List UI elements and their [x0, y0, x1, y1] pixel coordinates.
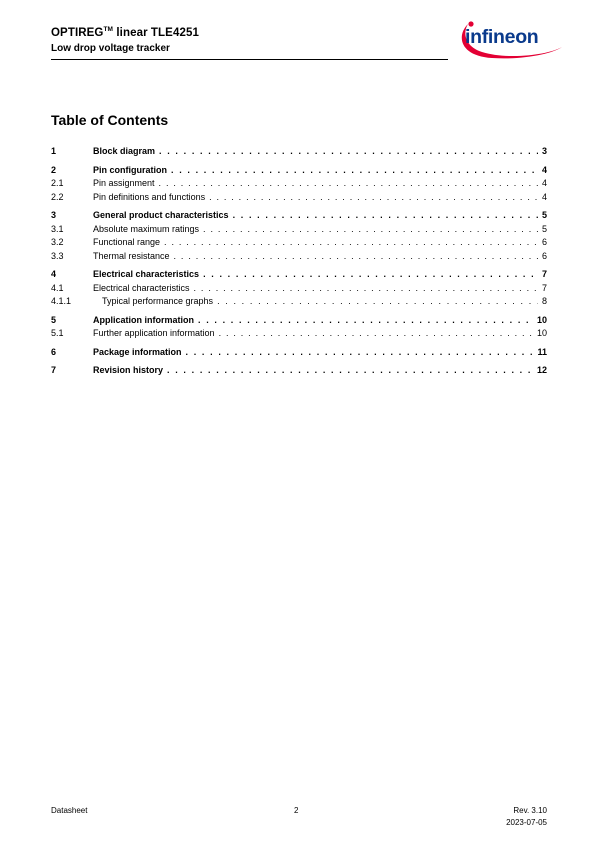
toc-entry[interactable]	[51, 282, 547, 294]
toc-entry[interactable]	[51, 268, 547, 280]
toc-entry-title[interactable]: Pin configuration	[93, 164, 167, 175]
toc-entry-title[interactable]: Thermal resistance	[93, 250, 170, 261]
toc-leader-dots	[167, 364, 533, 376]
toc-entry-title[interactable]: Application information	[93, 314, 194, 325]
toc-leader-dots	[203, 223, 538, 235]
toc-entry-number: 5.1	[51, 328, 64, 338]
toc-entry[interactable]	[51, 250, 547, 262]
toc-leader-dots	[194, 282, 538, 294]
toc-entry-title[interactable]: Block diagram	[93, 146, 156, 156]
toc-entry-title[interactable]: Electrical characteristics	[93, 269, 200, 279]
toc-leader-dots	[159, 177, 538, 189]
toc-entry-title[interactable]: Absolute maximum ratings	[93, 223, 200, 234]
toc-leader-dots	[159, 145, 538, 157]
toc-entry-number: 2.2	[51, 191, 64, 202]
toc-entry[interactable]	[51, 209, 547, 221]
toc-entry-title[interactable]: Electrical characteristics	[93, 282, 190, 293]
toc-entry[interactable]	[51, 236, 547, 248]
toc-entry-page[interactable]: 5	[541, 223, 547, 234]
toc-leader-dots	[219, 327, 533, 339]
toc-entry-title[interactable]: Pin definitions and functions	[93, 191, 206, 202]
toc-entry[interactable]	[51, 364, 547, 376]
document-title: OPTIREG™ linear TLE4251	[51, 26, 199, 39]
toc-entry-page[interactable]: 8	[541, 296, 547, 306]
toc-entry-page[interactable]: 6	[541, 250, 547, 261]
toc-entry-page[interactable]: 11	[537, 346, 547, 357]
toc-entry-page[interactable]: 7	[541, 269, 547, 279]
toc-entry-title[interactable]: Pin assignment	[93, 178, 155, 188]
footer-revision: Rev. 3.10	[513, 806, 547, 815]
toc-entry[interactable]	[51, 295, 547, 307]
toc-entry-number: 3.2	[51, 237, 64, 247]
toc-entry-title[interactable]: Revision history	[93, 365, 164, 375]
toc-leader-dots	[198, 314, 533, 326]
toc-entry-number: 5	[51, 314, 57, 325]
toc-entry[interactable]	[51, 164, 547, 176]
toc-entry-number: 7	[51, 365, 57, 375]
toc-entry[interactable]	[51, 223, 547, 235]
toc-entry-number: 6	[51, 346, 57, 357]
footer-doc-type: Datasheet	[51, 806, 88, 815]
document-subtitle: Low drop voltage tracker	[51, 43, 170, 54]
toc-leader-dots	[186, 346, 534, 358]
footer-date: 2023-07-05	[506, 818, 547, 827]
toc-entry-number: 2.1	[51, 178, 64, 188]
toc-entry-number: 1	[51, 146, 57, 156]
toc-entry[interactable]	[51, 177, 547, 189]
toc-entry-number: 2	[51, 164, 57, 175]
toc-entry-number: 4.1	[51, 282, 64, 293]
toc-entry[interactable]	[51, 314, 547, 326]
toc-leader-dots	[174, 250, 538, 262]
toc-leader-dots	[209, 191, 538, 203]
toc-entry-number: 3	[51, 210, 57, 220]
toc-entry-title[interactable]: General product characteristics	[93, 210, 229, 220]
toc-entry-page[interactable]: 4	[541, 178, 547, 188]
toc-entry-page[interactable]: 4	[541, 164, 547, 175]
toc-leader-dots	[164, 236, 538, 248]
toc-entry-number: 3.1	[51, 223, 64, 234]
toc-entry-number: 3.3	[51, 250, 64, 261]
toc-entry-number: 4	[51, 269, 57, 279]
toc-entry-page[interactable]: 3	[541, 146, 547, 156]
toc-entry-title[interactable]: Further application information	[93, 328, 215, 338]
svg-text:infineon: infineon	[465, 26, 539, 48]
toc-entry-page[interactable]: 5	[541, 210, 547, 220]
toc-entry-title[interactable]: Typical performance graphs	[102, 296, 214, 306]
toc-entry-page[interactable]: 7	[541, 282, 547, 293]
toc-entry-title[interactable]: Package information	[93, 346, 182, 357]
toc-entry[interactable]	[51, 327, 547, 339]
toc-entry[interactable]	[51, 346, 547, 358]
toc-entry-page[interactable]: 4	[541, 191, 547, 202]
toc-leader-dots	[233, 209, 538, 221]
toc-entry-page[interactable]: 10	[536, 328, 547, 338]
toc-leader-dots	[203, 268, 538, 280]
toc-entry-number: 4.1.1	[51, 296, 72, 306]
toc-entry-title[interactable]: Functional range	[93, 237, 161, 247]
toc-entry-page[interactable]: 12	[536, 365, 547, 375]
toc-heading: Table of Contents	[51, 112, 169, 128]
footer-page-number: 2	[294, 806, 299, 815]
header-divider	[51, 59, 448, 60]
toc-leader-dots	[217, 295, 538, 307]
toc-entry[interactable]	[51, 145, 547, 157]
toc-entry[interactable]	[51, 191, 547, 203]
toc-entry-page[interactable]: 6	[541, 237, 547, 247]
infineon-logo	[452, 14, 564, 62]
toc-entry-page[interactable]: 10	[536, 314, 547, 325]
toc-leader-dots	[171, 164, 538, 176]
